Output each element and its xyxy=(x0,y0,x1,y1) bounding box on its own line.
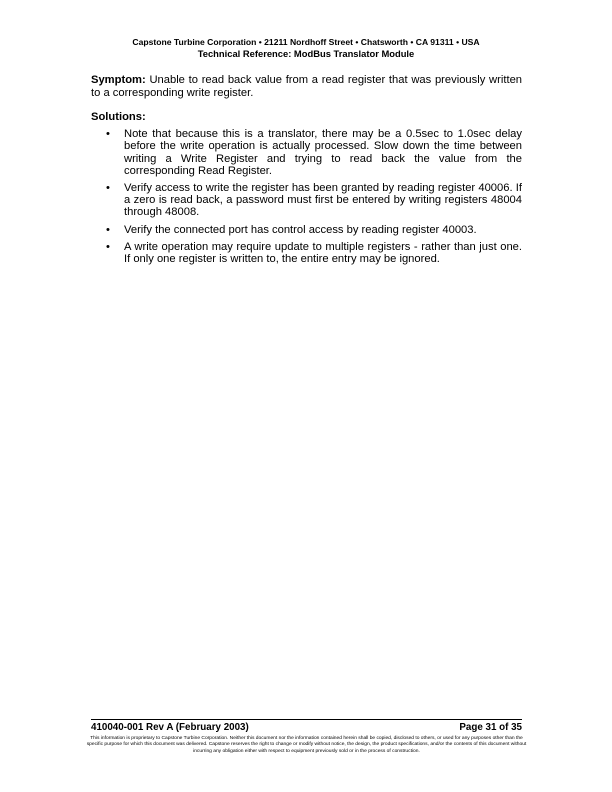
symptom-label: Symptom: xyxy=(91,74,146,86)
page-footer xyxy=(86,719,527,755)
company-address: Capstone Turbine Corporation • 21211 Nordhoff Street • Chatsworth • CA 91311 • USA xyxy=(132,37,480,47)
proprietary-disclaimer: This information is proprietary to Capstone Turbine Corporation. Neither this document nor the information contained herein shall be copied, disclosed to others, or used for any purposes other than the specific purpose for which this document was delivered. Capstone reserves the right to change or modify without notice, the design, the product specifications, and/or the contents of this document without incurring any obligation either with respect to equipment previously sold or in the process of construction. xyxy=(86,736,527,754)
symptom-text: Unable to read back value from a read register that was previously written to a corresponding write register. xyxy=(91,74,523,100)
list-item xyxy=(91,241,522,265)
list-item-text: A write operation may require update to multiple registers - rather than just one. If only one register is written to, the entire entry may be ignored. xyxy=(124,240,522,266)
bullet-icon: • xyxy=(106,182,110,195)
list-item-text: Verify the connected port has control access by reading register 40003. xyxy=(124,223,477,236)
page-content xyxy=(91,74,522,270)
page-number: Page 31 of 35 xyxy=(459,722,522,733)
solutions-heading: Solutions: xyxy=(91,110,146,123)
bullet-icon: • xyxy=(106,223,110,236)
list-item-text: Note that because this is a translator, there may be a 0.5sec to 1.0sec delay before the write operation is actually processed. Slow down the time between writing a Write Register and trying to read back the value from the corresponding Read Register. xyxy=(124,128,522,177)
list-item xyxy=(91,128,522,177)
solutions-list xyxy=(91,128,522,265)
bullet-icon: • xyxy=(106,240,110,253)
document-revision: 410040-001 Rev A (February 2003) xyxy=(91,722,249,733)
footer-row xyxy=(91,721,522,734)
list-item-text: Verify access to write the register has been granted by reading register 40006. If a zero is read back, a password must first be entered by writing registers 48004 through 48008. xyxy=(124,182,522,219)
document-title: Technical Reference: ModBus Translator Module xyxy=(197,48,415,59)
page-header xyxy=(0,37,612,60)
bullet-icon: • xyxy=(106,128,110,141)
list-item xyxy=(91,224,522,236)
symptom-paragraph xyxy=(91,74,522,101)
list-item xyxy=(91,182,522,219)
